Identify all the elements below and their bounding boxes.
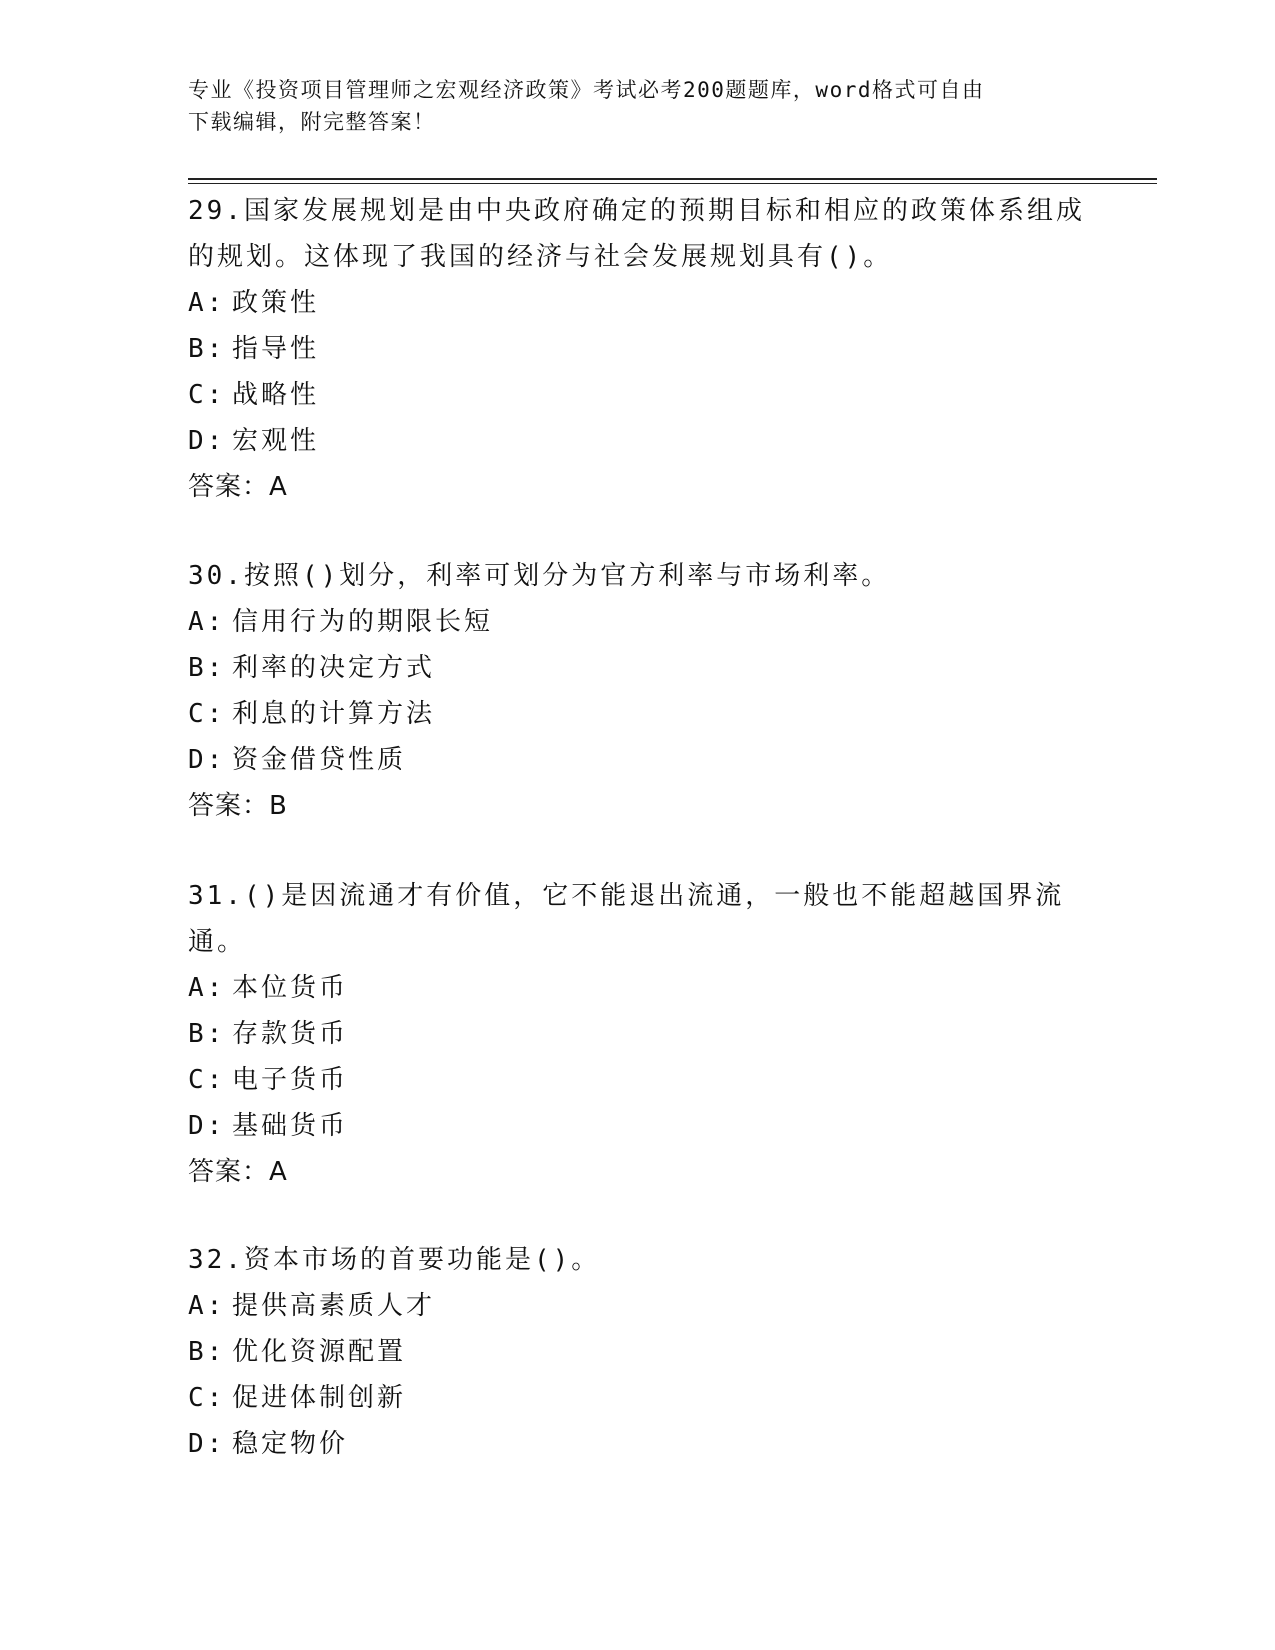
option-d [188, 1103, 1088, 1149]
option-text: 战略性 [232, 380, 320, 410]
option-c [188, 372, 1088, 418]
option-text: 指导性 [232, 334, 320, 364]
option-b [188, 1011, 1088, 1057]
option-c [188, 1375, 1088, 1421]
option-text: 政策性 [232, 288, 320, 318]
option-text: 利率的决定方式 [232, 653, 436, 683]
option-letter: D: [188, 745, 226, 775]
option-text: 存款货币 [232, 1019, 349, 1049]
answer-line: 答案：A [188, 472, 288, 502]
option-letter: D: [188, 1111, 226, 1141]
option-letter: A: [188, 288, 226, 318]
option-letter: A: [188, 1291, 226, 1321]
option-a [188, 965, 1088, 1011]
option-text: 提供高素质人才 [232, 1291, 436, 1321]
option-letter: C: [188, 699, 226, 729]
option-letter: C: [188, 1383, 226, 1413]
question-stem: 31.()是因流通才有价值，它不能退出流通，一般也不能超越国界流通。 [188, 881, 1065, 957]
answer-line: 答案：B [188, 791, 288, 821]
option-b [188, 645, 1088, 691]
option-a [188, 280, 1088, 326]
option-text: 利息的计算方法 [232, 699, 436, 729]
option-text: 促进体制创新 [232, 1383, 407, 1413]
option-letter: D: [188, 1429, 226, 1459]
option-b [188, 326, 1088, 372]
question-stem: 30.按照()划分，利率可划分为官方利率与市场利率。 [188, 561, 891, 591]
option-text: 资金借贷性质 [232, 745, 407, 775]
header-divider-thin [188, 183, 1157, 184]
option-text: 电子货币 [232, 1065, 349, 1095]
header-divider-thick [188, 178, 1157, 180]
question-30 [188, 553, 1088, 829]
option-text: 宏观性 [232, 426, 320, 456]
question-31 [188, 873, 1088, 1195]
option-text: 基础货币 [232, 1111, 349, 1141]
question-29 [188, 188, 1088, 510]
question-stem: 32.资本市场的首要功能是()。 [188, 1245, 601, 1275]
option-text: 信用行为的期限长短 [232, 607, 494, 637]
option-c [188, 691, 1088, 737]
option-c [188, 1057, 1088, 1103]
option-letter: A: [188, 607, 226, 637]
option-d [188, 737, 1088, 783]
question-stem: 29.国家发展规划是由中央政府确定的预期目标和相应的政策体系组成的规划。这体现了我国的经济与社会发展规划具有()。 [188, 196, 1085, 272]
option-a [188, 599, 1088, 645]
option-a [188, 1283, 1088, 1329]
option-d [188, 418, 1088, 464]
option-text: 优化资源配置 [232, 1337, 407, 1367]
option-letter: B: [188, 653, 226, 683]
option-letter: B: [188, 1337, 226, 1367]
option-letter: B: [188, 334, 226, 364]
option-text: 稳定物价 [232, 1429, 349, 1459]
question-32 [188, 1237, 1088, 1467]
option-letter: D: [188, 426, 226, 456]
option-b [188, 1329, 1088, 1375]
option-letter: B: [188, 1019, 226, 1049]
option-letter: A: [188, 973, 226, 1003]
option-letter: C: [188, 380, 226, 410]
option-letter: C: [188, 1065, 226, 1095]
option-d [188, 1421, 1088, 1467]
document-header: 专业《投资项目管理师之宏观经济政策》考试必考200题题库，word格式可自由 下载编辑，附完整答案！ [188, 78, 985, 134]
option-text: 本位货币 [232, 973, 349, 1003]
answer-line: 答案：A [188, 1157, 288, 1187]
